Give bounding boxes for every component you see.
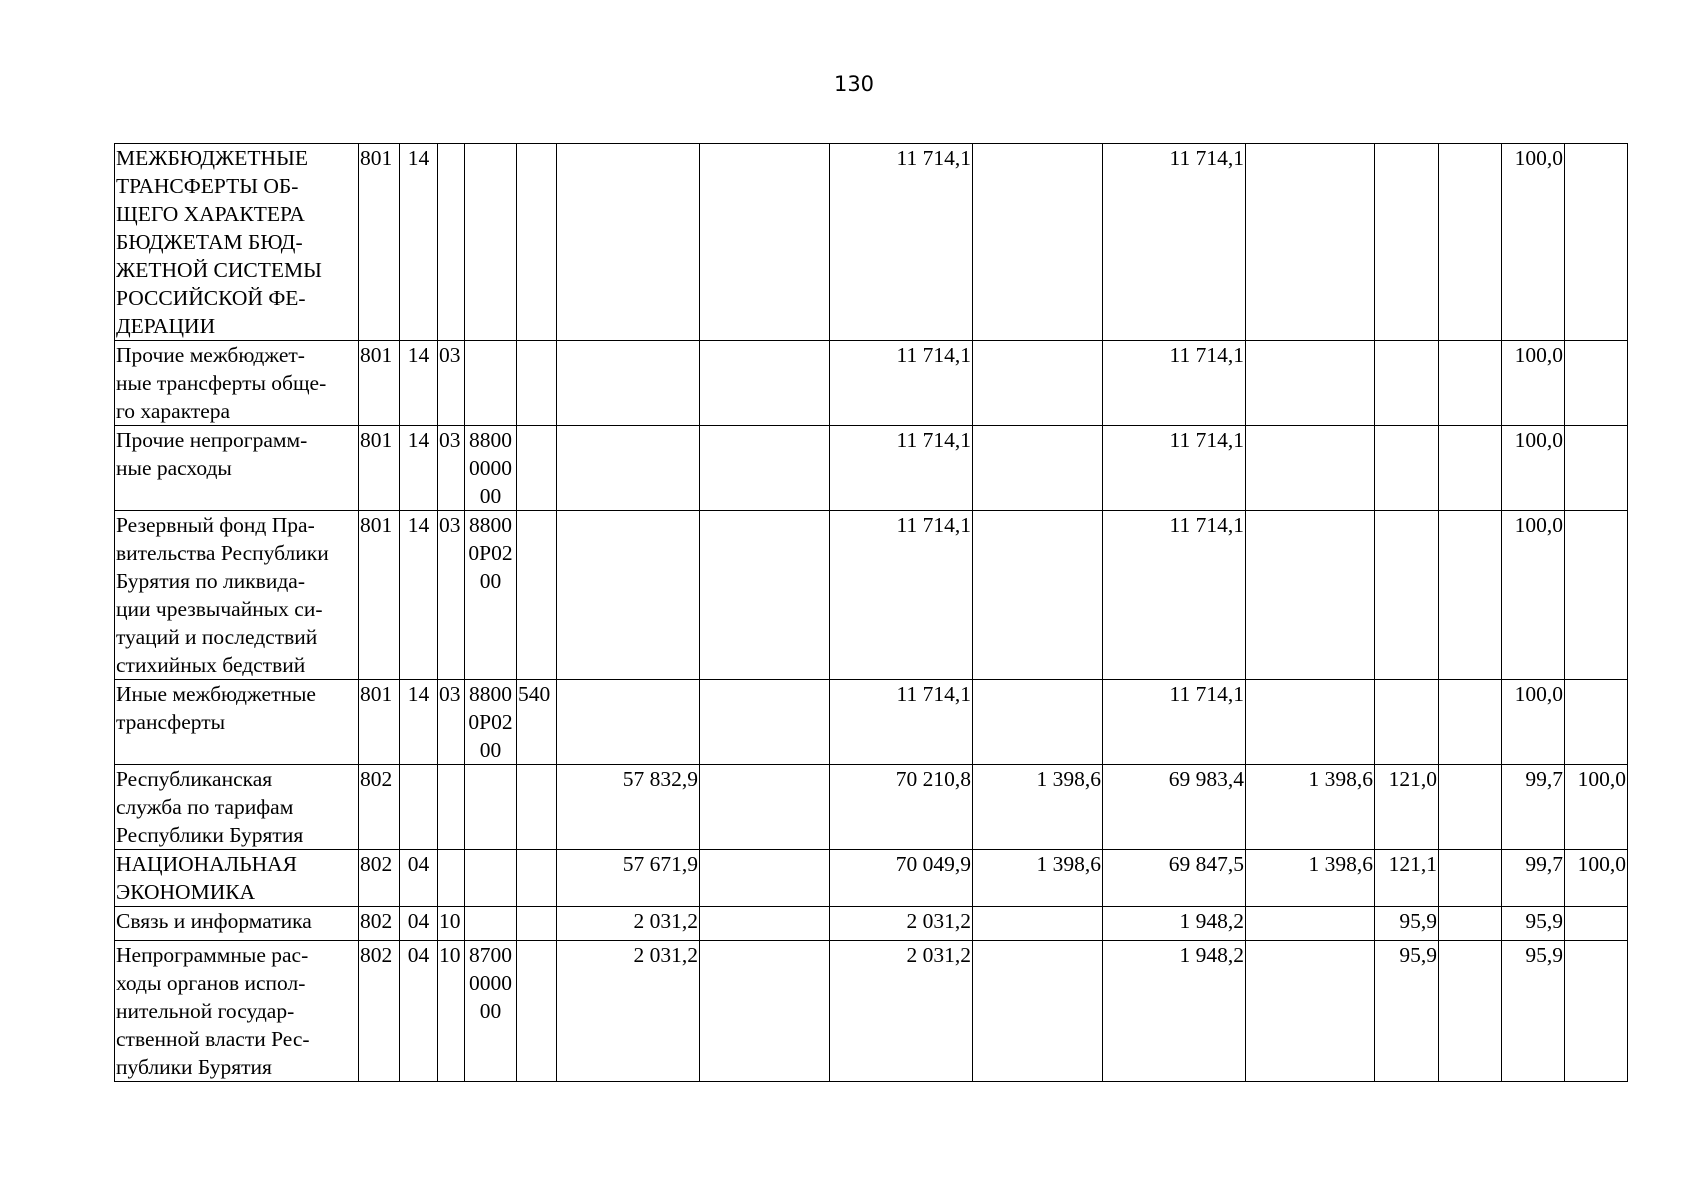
row-name-cell [115,765,359,850]
value-cell-6 [1246,426,1375,511]
value-cell-1 [557,144,700,341]
value-cell-1: 2 031,2 [557,907,700,941]
value-cell-5: 69 983,4 [1103,765,1246,850]
target-article-cell: 88000P0200 [465,511,517,680]
value-cell-5: 69 847,5 [1103,850,1246,907]
row-name-line: ходы органов испол- [116,971,306,995]
value-cell-8 [1439,907,1502,941]
ministry-code-cell: 801 [359,426,400,511]
row-name-line: БЮДЖЕТАМ БЮД- [116,230,303,254]
expense-type-cell [517,144,557,341]
value-cell-7: 95,9 [1375,941,1439,1082]
value-cell-7 [1375,341,1439,426]
value-cell-9: 100,0 [1502,144,1565,341]
target-article-cell: 8800000000 [465,426,517,511]
row-name-line: РОССИЙСКОЙ ФЕ- [116,286,306,310]
target-article-cell: 88000P0200 [465,680,517,765]
value-cell-7: 121,0 [1375,765,1439,850]
subsection-code-cell: 03 [438,426,465,511]
value-cell-10 [1565,511,1628,680]
value-cell-1 [557,680,700,765]
value-cell-4 [973,511,1103,680]
table-row [115,341,1628,426]
value-cell-3: 70 049,9 [830,850,973,907]
value-cell-7 [1375,144,1439,341]
row-name-line: го характера [116,399,231,423]
ministry-code-cell: 801 [359,144,400,341]
table-row [115,850,1628,907]
value-cell-7: 95,9 [1375,907,1439,941]
value-cell-5: 11 714,1 [1103,426,1246,511]
value-cell-1 [557,426,700,511]
value-cell-5: 11 714,1 [1103,680,1246,765]
value-cell-6 [1246,907,1375,941]
section-code-cell: 14 [400,341,438,426]
value-cell-2 [700,511,830,680]
value-cell-1 [557,511,700,680]
value-cell-8 [1439,850,1502,907]
row-name-line: Бурятия по ликвида- [116,569,305,593]
ministry-code-cell: 801 [359,680,400,765]
row-name-cell [115,907,359,941]
row-name-cell [115,144,359,341]
value-cell-5: 11 714,1 [1103,144,1246,341]
value-cell-2 [700,850,830,907]
value-cell-2 [700,426,830,511]
section-code-cell: 04 [400,907,438,941]
value-cell-10 [1565,426,1628,511]
value-cell-6 [1246,511,1375,680]
row-name-line: Прочие непрограмм- [116,428,308,452]
row-name-line: ЩЕГО ХАРАКТЕРА [116,202,305,226]
value-cell-5: 11 714,1 [1103,341,1246,426]
value-cell-6 [1246,341,1375,426]
value-cell-8 [1439,426,1502,511]
value-cell-3: 11 714,1 [830,341,973,426]
row-name-line: трансферты [116,710,226,734]
value-cell-6: 1 398,6 [1246,765,1375,850]
row-name-cell [115,850,359,907]
target-article-cell: 8700000000 [465,941,517,1082]
row-name-line: Республики Бурятия [116,823,304,847]
value-cell-8 [1439,941,1502,1082]
value-cell-3: 11 714,1 [830,511,973,680]
target-article-cell [465,144,517,341]
value-cell-9: 100,0 [1502,426,1565,511]
value-cell-8 [1439,680,1502,765]
value-cell-5: 11 714,1 [1103,511,1246,680]
row-name-line: НАЦИОНАЛЬНАЯ [116,852,298,876]
row-name-line: ДЕРАЦИИ [116,314,216,338]
row-name-line: Прочие межбюджет- [116,343,305,367]
value-cell-10 [1565,907,1628,941]
value-cell-4: 1 398,6 [973,850,1103,907]
section-code-cell: 14 [400,144,438,341]
value-cell-9: 100,0 [1502,341,1565,426]
value-cell-3: 11 714,1 [830,426,973,511]
value-cell-8 [1439,144,1502,341]
expense-type-cell [517,850,557,907]
table-row [115,680,1628,765]
row-name-cell [115,341,359,426]
row-name-line: вительства Республики [116,541,329,565]
subsection-code-cell [438,144,465,341]
row-name-line: Непрограммные рас- [116,943,309,967]
row-name-line: МЕЖБЮДЖЕТНЫЕ [116,146,308,170]
subsection-code-cell: 03 [438,680,465,765]
value-cell-1: 2 031,2 [557,941,700,1082]
value-cell-3: 11 714,1 [830,680,973,765]
value-cell-2 [700,941,830,1082]
ministry-code-cell: 801 [359,511,400,680]
table-row [115,426,1628,511]
value-cell-9: 100,0 [1502,511,1565,680]
row-name-line: служба по тарифам [116,795,294,819]
value-cell-4 [973,907,1103,941]
value-cell-1: 57 832,9 [557,765,700,850]
row-name-line: публики Бурятия [116,1055,272,1079]
row-name-line: стихийных бедствий [116,653,306,677]
section-code-cell: 14 [400,680,438,765]
row-name-line: нительной государ- [116,999,295,1023]
value-cell-2 [700,765,830,850]
value-cell-6 [1246,680,1375,765]
value-cell-6 [1246,144,1375,341]
value-cell-9: 100,0 [1502,680,1565,765]
row-name-line: ные трансферты обще- [116,371,327,395]
expense-type-cell [517,941,557,1082]
subsection-code-cell: 10 [438,941,465,1082]
ministry-code-cell: 802 [359,850,400,907]
value-cell-4: 1 398,6 [973,765,1103,850]
expense-type-cell [517,765,557,850]
value-cell-2 [700,144,830,341]
value-cell-8 [1439,511,1502,680]
value-cell-7: 121,1 [1375,850,1439,907]
subsection-code-cell [438,765,465,850]
table-row [115,907,1628,941]
target-article-cell [465,765,517,850]
row-name-line: ЖЕТНОЙ СИСТЕМЫ [116,258,322,282]
value-cell-10 [1565,144,1628,341]
value-cell-7 [1375,511,1439,680]
value-cell-2 [700,907,830,941]
value-cell-2 [700,341,830,426]
target-article-cell [465,341,517,426]
value-cell-9: 95,9 [1502,941,1565,1082]
ministry-code-cell: 802 [359,941,400,1082]
expense-type-cell [517,426,557,511]
value-cell-1 [557,341,700,426]
subsection-code-cell [438,850,465,907]
row-name-cell [115,511,359,680]
value-cell-7 [1375,680,1439,765]
row-name-line: Иные межбюджетные [116,682,316,706]
value-cell-6: 1 398,6 [1246,850,1375,907]
value-cell-8 [1439,341,1502,426]
value-cell-10 [1565,680,1628,765]
section-code-cell: 14 [400,426,438,511]
section-code-cell: 04 [400,850,438,907]
value-cell-4 [973,680,1103,765]
target-article-cell [465,907,517,941]
value-cell-5: 1 948,2 [1103,907,1246,941]
value-cell-3: 11 714,1 [830,144,973,341]
ministry-code-cell: 802 [359,907,400,941]
expense-type-cell [517,907,557,941]
value-cell-9: 95,9 [1502,907,1565,941]
value-cell-6 [1246,941,1375,1082]
value-cell-7 [1375,426,1439,511]
value-cell-4 [973,941,1103,1082]
row-name-line: ЭКОНОМИКА [116,880,256,904]
row-name-line: Резервный фонд Пра- [116,513,315,537]
subsection-code-cell: 10 [438,907,465,941]
value-cell-4 [973,144,1103,341]
value-cell-9: 99,7 [1502,850,1565,907]
ministry-code-cell: 802 [359,765,400,850]
value-cell-4 [973,341,1103,426]
row-name-cell [115,680,359,765]
value-cell-10: 100,0 [1565,850,1628,907]
ministry-code-cell: 801 [359,341,400,426]
table-row [115,511,1628,680]
value-cell-8 [1439,765,1502,850]
row-name-line: ственной власти Рес- [116,1027,310,1051]
row-name-line: ции чрезвычайных си- [116,597,323,621]
value-cell-3: 70 210,8 [830,765,973,850]
row-name-line: туаций и последствий [116,625,318,649]
section-code-cell: 04 [400,941,438,1082]
value-cell-10 [1565,341,1628,426]
value-cell-5: 1 948,2 [1103,941,1246,1082]
row-name-cell [115,941,359,1082]
row-name-line: ные расходы [116,456,232,480]
value-cell-4 [973,426,1103,511]
value-cell-9: 99,7 [1502,765,1565,850]
value-cell-10 [1565,941,1628,1082]
row-name-line: ТРАНСФЕРТЫ ОБ- [116,174,299,198]
row-name-cell [115,426,359,511]
expense-type-cell [517,341,557,426]
budget-table [114,143,1628,1082]
expense-type-cell: 540 [517,680,557,765]
table-row [115,765,1628,850]
table-body [115,144,1628,1082]
table-row [115,144,1628,341]
table-row [115,941,1628,1082]
value-cell-2 [700,680,830,765]
section-code-cell [400,765,438,850]
value-cell-10: 100,0 [1565,765,1628,850]
target-article-cell [465,850,517,907]
value-cell-1: 57 671,9 [557,850,700,907]
row-name-line: Связь и информатика [116,909,312,933]
expense-type-cell [517,511,557,680]
section-code-cell: 14 [400,511,438,680]
value-cell-3: 2 031,2 [830,907,973,941]
row-name-line: Республиканская [116,767,273,791]
value-cell-3: 2 031,2 [830,941,973,1082]
page-number: 130 [833,72,875,96]
subsection-code-cell: 03 [438,341,465,426]
subsection-code-cell: 03 [438,511,465,680]
